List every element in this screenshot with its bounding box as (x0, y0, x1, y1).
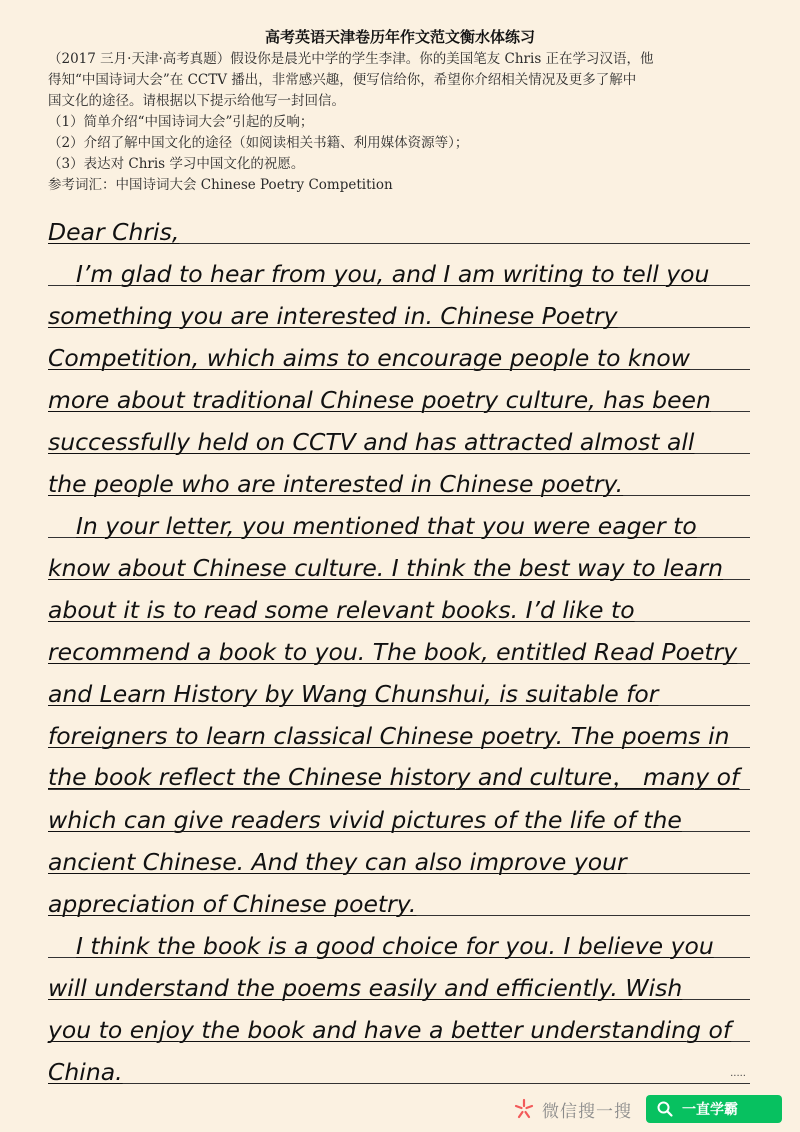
essay-line-text: which can give readers vivid pictures of the life of the (48, 806, 682, 834)
prompt-requirement: （3）表达对 Chris 学习中国文化的祝愿。 (48, 156, 305, 172)
essay-line-text: know about Chinese culture. I think the best way to learn (48, 554, 724, 582)
prompt-line: 国文化的途径。请根据以下提示给他写一封回信。 (48, 93, 345, 109)
essay-line (48, 622, 750, 664)
essay-line (48, 664, 750, 706)
essay-line (48, 790, 750, 832)
essay-line-text: and Learn History by Wang Chunshui, is suitable for (48, 680, 659, 708)
essay-line-text: ancient Chinese. And they can also improve your (48, 848, 627, 876)
weixin-search-flower-icon (512, 1097, 536, 1121)
essay-line-text: I’m glad to hear from you, and I am writing to tell you (76, 260, 710, 288)
prompt-line: 得知“中国诗词大会”在 CCTV 播出，非常感兴趣，便写信给你，希望你介绍相关情况及更多了解中 (48, 72, 637, 88)
essay-line-text: the book reflect the Chinese history and culture， many of (48, 763, 740, 791)
essay-line (48, 286, 750, 328)
handwritten-essay (48, 202, 750, 1084)
essay-line (48, 538, 750, 580)
prompt-requirement: （1）简单介绍“中国诗词大会”引起的反响； (48, 114, 314, 130)
essay-line (48, 1000, 750, 1042)
essay-line (48, 1042, 750, 1084)
essay-line (48, 496, 750, 538)
essay-line-text: recommend a book to you. The book, entitled Read Poetry (48, 638, 738, 666)
essay-line (48, 454, 750, 496)
essay-line (48, 202, 750, 244)
essay-line-text: China. (48, 1058, 123, 1086)
reference-vocabulary: 参考词汇：中国诗词大会 Chinese Poetry Competition (48, 177, 393, 193)
account-name: 一直学霸 (682, 1102, 738, 1118)
essay-line (48, 832, 750, 874)
essay-line-text: more about traditional Chinese poetry culture, has been (48, 386, 711, 414)
essay-line (48, 244, 750, 286)
trailing-dots: ..... (730, 1068, 746, 1079)
essay-line-text: I think the book is a good choice for you. I believe you (76, 932, 714, 960)
essay-line-text: Dear Chris, (48, 218, 180, 246)
essay-line-text: In your letter, you mentioned that you were eager to (76, 512, 697, 540)
essay-line-text: about it is to read some relevant books. I’d like to (48, 596, 635, 624)
essay-line (48, 748, 750, 790)
essay-line (48, 958, 750, 1000)
prompt-requirement: （2）介绍了解中国文化的途径（如阅读相关书籍、利用媒体资源等）； (48, 135, 469, 151)
prompt-line: （2017 三月·天津·高考真题）假设你是晨光中学的学生李津。你的美国笔友 Chris 正在学习汉语，他 (48, 51, 654, 67)
weixin-search-label: 微信搜一搜 (542, 1101, 632, 1122)
essay-line-text: successfully held on CCTV and has attracted almost all (48, 428, 695, 456)
essay-line-text: you to enjoy the book and have a better understanding of (48, 1016, 732, 1044)
essay-line-text: Competition, which aims to encourage people to know (48, 344, 691, 372)
essay-line (48, 580, 750, 622)
essay-line (48, 706, 750, 748)
essay-line (48, 370, 750, 412)
essay-line (48, 412, 750, 454)
essay-line-text: will understand the poems easily and efficiently. Wish (48, 974, 683, 1002)
document-title: 高考英语天津卷历年作文范文衡水体练习 (264, 28, 535, 46)
search-account-badge (646, 1095, 782, 1123)
essay-line-text: the people who are interested in Chinese poetry. (48, 470, 624, 498)
essay-line (48, 328, 750, 370)
essay-line-text: something you are interested in. Chinese Poetry (48, 302, 618, 330)
essay-line-text: appreciation of Chinese poetry. (48, 890, 417, 918)
search-icon (656, 1100, 674, 1118)
essay-line-text: foreigners to learn classical Chinese poetry. The poems in (48, 722, 730, 750)
essay-prompt (48, 49, 754, 196)
essay-line (48, 874, 750, 916)
essay-line (48, 916, 750, 958)
watermark (512, 1094, 782, 1124)
